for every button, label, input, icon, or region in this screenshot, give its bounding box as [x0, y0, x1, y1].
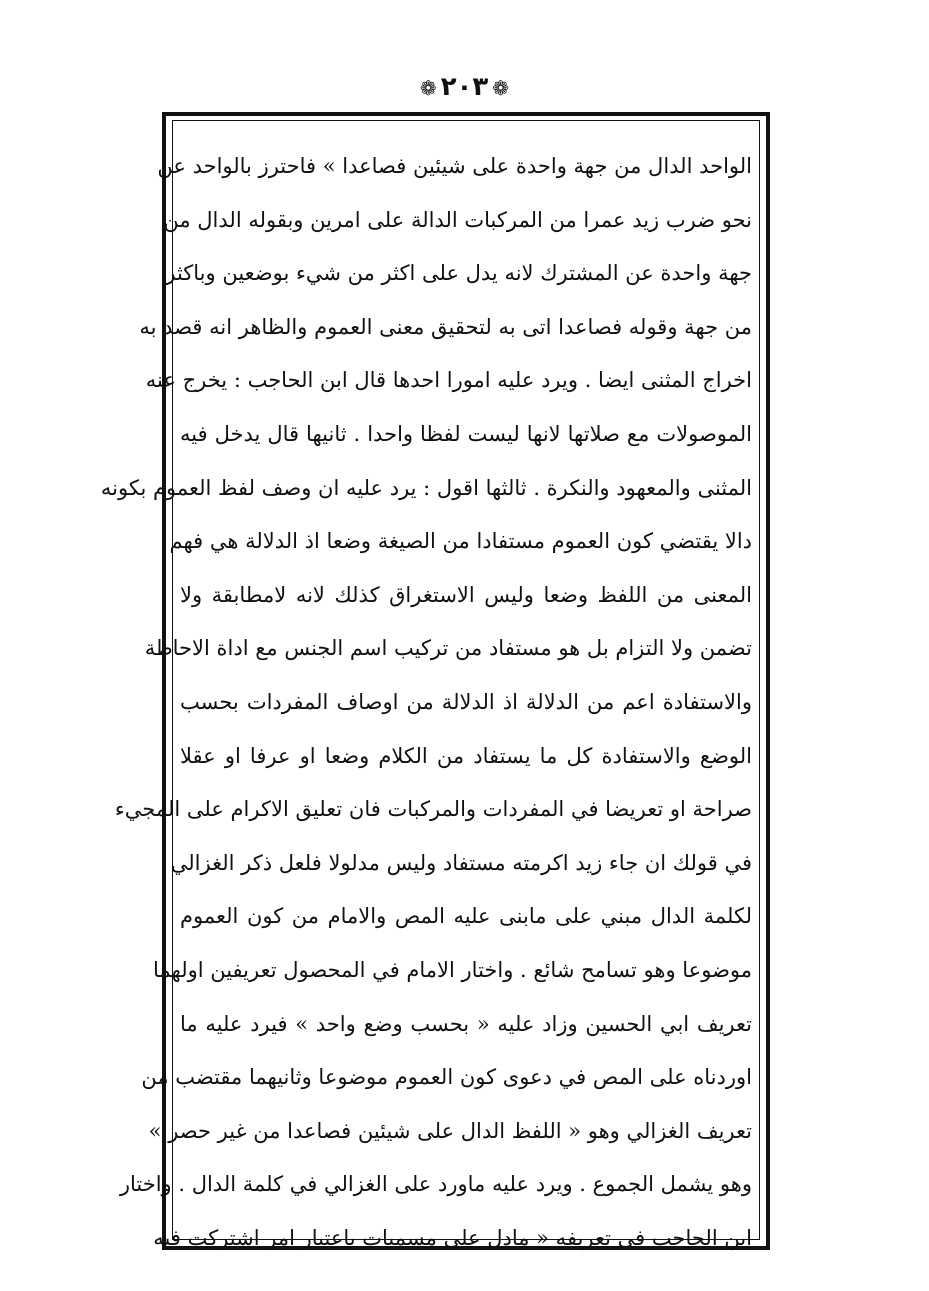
- text-line-17: تعريف ابي الحسين وزاد عليه « بحسب وضع واحد » فيرد عليه ما: [180, 1011, 752, 1036]
- ornament-left-icon: ❁: [419, 75, 437, 100]
- page-number-value: ٢٠٣: [440, 72, 489, 102]
- text-line-20: وهو يشمل الجموع . ويرد عليه ماورد على الغزالي في كلمة الدال . واختار: [119, 1172, 752, 1197]
- text-line-21: ابن الحاجب في تعريفه « مادل على مسميات باعتبار امر اشتركت فيه: [153, 1225, 752, 1250]
- text-line-4: من جهة وقوله فصاعدا اتى به لتحقيق معنى العموم والظاهر انه قصد به: [139, 314, 752, 339]
- text-line-14: في قولك ان جاء زيد اكرمته مستفاد وليس مدلولا فلعل ذكر الغزالي: [170, 850, 752, 875]
- text-line-2: نحو ضرب زيد عمرا من المركبات الدالة على امرين وبقوله الدال من: [163, 207, 752, 232]
- body-text: [100, 140, 752, 1265]
- text-line-15: لكلمة الدال مبني على مابنى عليه المص والامام من كون العموم: [180, 904, 752, 929]
- text-line-7: المثنى والمعهود والنكرة . ثالثها اقول : يرد عليه ان وصف لفظ العموم بكونه: [100, 475, 752, 500]
- ornament-right-icon: ❁: [492, 75, 510, 100]
- text-line-3: جهة واحدة عن المشترك لانه يدل على اكثر من شيء بوضعين وباكثر: [165, 261, 752, 286]
- text-line-13: صراحة او تعريضا في المفردات والمركبات فان تعليق الاكرام على المجيء: [114, 797, 752, 822]
- text-line-1: الواحد الدال من جهة واحدة على شيئين فصاعدا » فاحترز بالواحد عن: [157, 154, 752, 178]
- text-line-8: دالا يقتضي كون العموم مستفادا من الصيغة وضعا اذ الدلالة هي فهم: [169, 529, 752, 554]
- text-line-11: والاستفادة اعم من الدلالة اذ الدلالة من اوصاف المفردات بحسب: [180, 689, 752, 714]
- text-line-5: اخراج المثنى ايضا . ويرد عليه امورا احدها قال ابن الحاجب : يخرج عنه: [145, 368, 752, 393]
- text-line-16: موضوعا وهو تسامح شائع . واختار الامام في المحصول تعريفين اولهما: [152, 957, 752, 982]
- text-line-10: تضمن ولا التزام بل هو مستفاد من تركيب اسم الجنس مع اداة الاحاطة: [144, 636, 752, 661]
- text-line-19: تعريف الغزالي وهو « اللفظ الدال على شيئين فصاعدا من غير حصر »: [148, 1118, 752, 1143]
- text-line-9: المعنى من اللفظ وضعا وليس الاستغراق كذلك لانه لامطابقة ولا: [180, 582, 752, 607]
- page-number: [0, 72, 929, 103]
- text-line-18: اوردناه على المص في دعوى كون العموم موضوعا وثانيهما مقتضب من: [141, 1065, 752, 1090]
- text-line-6: الموصولات مع صلاتها لانها ليست لفظا واحدا . ثانيها قال يدخل فيه: [180, 421, 752, 446]
- text-line-12: الوضع والاستفادة كل ما يستفاد من الكلام وضعا او عرفا او عقلا: [180, 743, 752, 768]
